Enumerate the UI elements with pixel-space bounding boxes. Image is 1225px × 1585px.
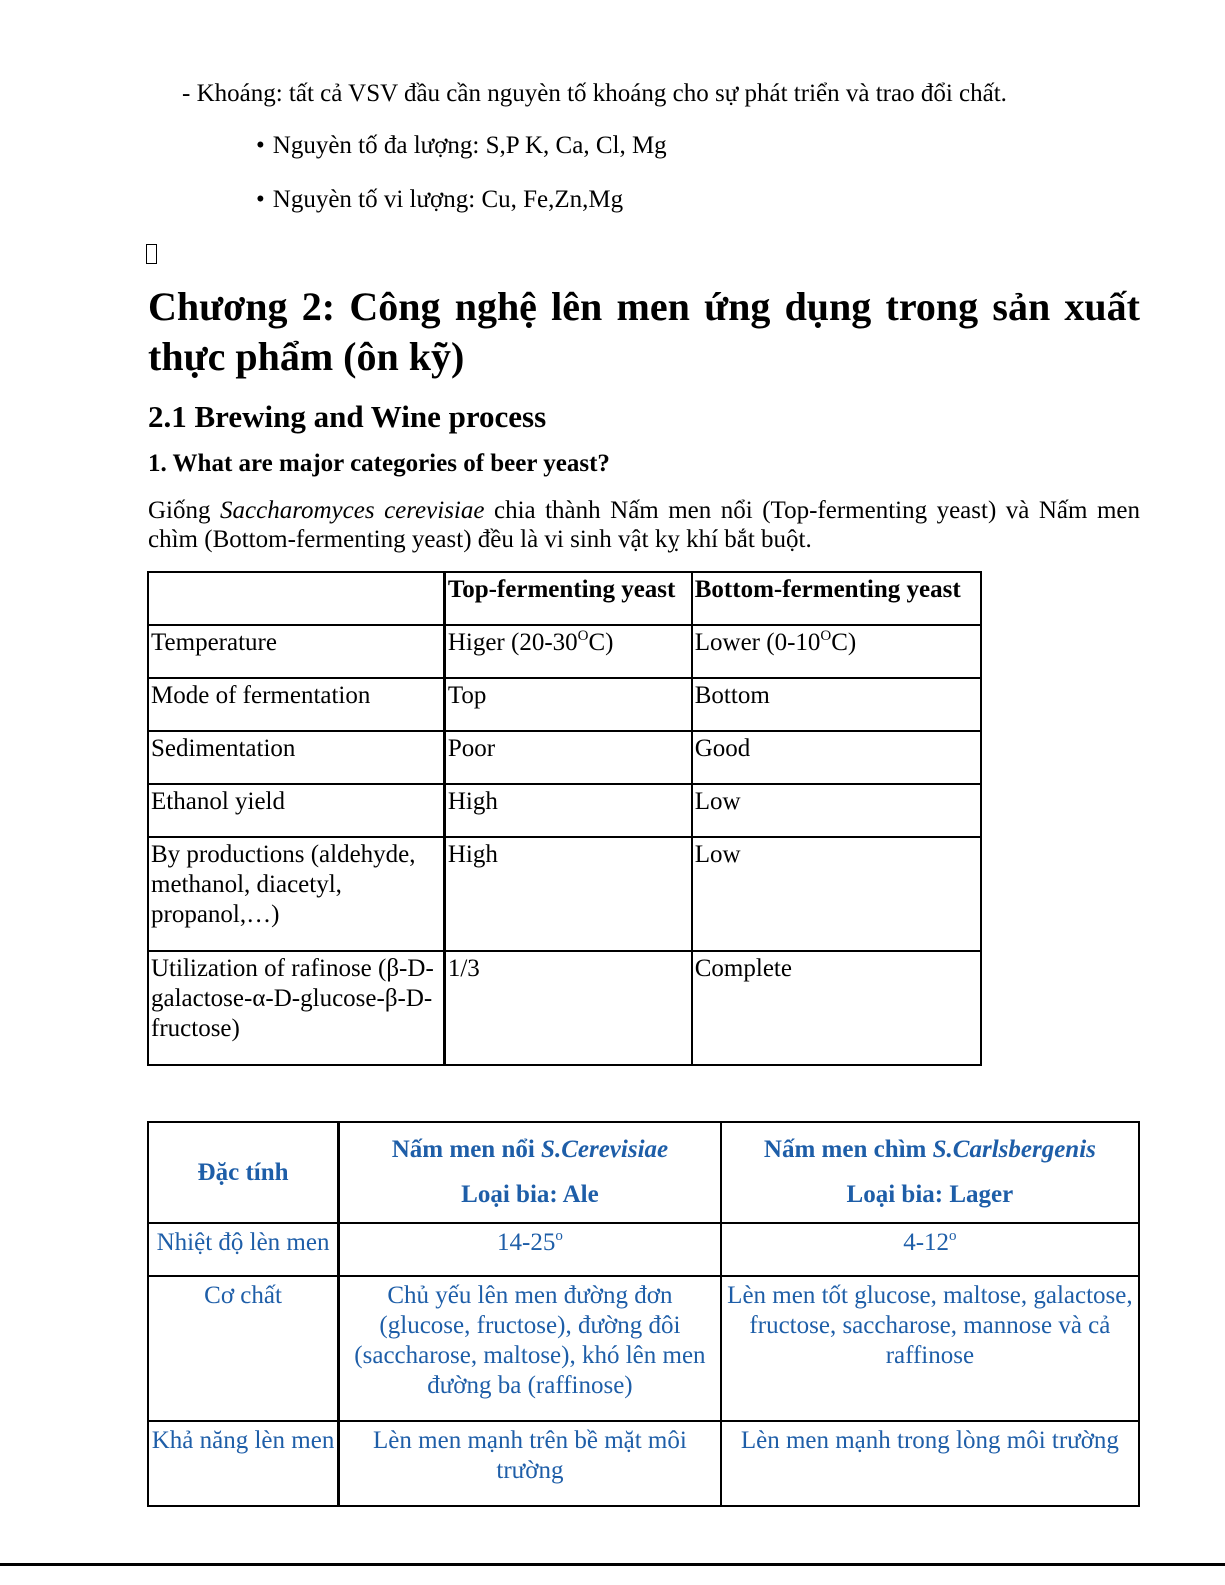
cell-ale-temp — [339, 1223, 721, 1276]
cell-ale: Lèn men mạnh trên bề mặt môi trường — [339, 1421, 721, 1506]
ale-yeast-species: S.Cerevisiae — [541, 1136, 669, 1163]
lager-yeast-name — [724, 1135, 1136, 1165]
row-label-fermentation-temp: Nhiệt độ lèn men — [148, 1223, 339, 1276]
page-bottom-rule — [0, 1563, 1225, 1566]
table-row — [148, 625, 981, 678]
row-label-temperature: Temperature — [148, 625, 444, 678]
ale-beer-type: Loại bia: Ale — [461, 1181, 599, 1208]
cell-bottom: Bottom — [692, 678, 981, 731]
lager-yeast-label: Nấm men chìm — [763, 1136, 933, 1163]
bullet-macro-elements: • Nguyèn tố đa lượng: S,P K, Ca, Cl, Mg — [256, 131, 667, 161]
minerals-intro: - Khoáng: tất cả VSV đầu cần nguyèn tố khoáng cho sự phát triển và trao đổi chất. — [182, 80, 1007, 107]
cell-lager: Lèn men tốt glucose, maltose, galactose, fructose, saccharose, mannose và cả raffinose — [721, 1276, 1139, 1421]
row-label: Sedimentation — [148, 731, 444, 784]
chapter-title: Chương 2: Công nghệ lên men ứng dụng trong sản xuất thực phẩm (ôn kỹ) — [148, 284, 1140, 379]
cell-bottom: Low — [692, 784, 981, 837]
ale-yeast-label: Nấm men nổi — [391, 1136, 542, 1163]
row-label: Ethanol yield — [148, 784, 444, 837]
species-name: Saccharomyces cerevisiae — [220, 497, 485, 524]
cell-ale: Chủ yếu lên men đường đơn (glucose, fructose), đường đôi (saccharose, maltose), khó lên men đường ba (raffinose) — [339, 1276, 721, 1421]
row-label: Khả năng lèn men — [148, 1421, 339, 1506]
header-top-fermenting: Top-fermenting yeast — [444, 572, 691, 625]
lager-yeast-species: S.Carlsbergenis — [932, 1136, 1096, 1163]
cell-lager: Lèn men mạnh trong lòng môi trường — [721, 1421, 1139, 1506]
section-title: 2.1 Brewing and Wine process — [148, 399, 547, 434]
table-row — [148, 1223, 1139, 1276]
lager-beer-type: Loại bia: Lager — [846, 1181, 1014, 1208]
temp-bottom-unit: C) — [831, 629, 857, 656]
cell-top: Poor — [444, 731, 691, 784]
table-row — [148, 1276, 1139, 1421]
temp-bottom-sup: O — [820, 628, 832, 644]
header-property: Đặc tính — [148, 1122, 339, 1223]
intro-paragraph — [148, 496, 1140, 554]
cell-bottom-temperature — [692, 625, 981, 678]
missing-glyph-box — [146, 244, 157, 264]
table-row — [148, 731, 981, 784]
temp-top-unit: C) — [588, 629, 614, 656]
cell-bottom: Complete — [692, 951, 981, 1065]
ale-temp-degree: o — [555, 1228, 563, 1244]
yeast-comparison-table-vi — [147, 1121, 1140, 1507]
temp-bottom-value: Lower (0-10 — [694, 629, 821, 656]
row-label: Cơ chất — [148, 1276, 339, 1421]
table-header-row — [148, 572, 981, 625]
paragraph-before: Giống — [148, 497, 220, 524]
row-label: Utilization of rafinose (β-D-galactose-α-D-glucose-β-D-fructose) — [148, 951, 444, 1065]
question-heading: 1. What are major categories of beer yeast? — [148, 450, 610, 477]
table-header-row — [148, 1122, 1139, 1223]
yeast-comparison-table-en — [147, 571, 982, 1066]
cell-top-temperature — [444, 625, 691, 678]
header-lager-yeast — [721, 1122, 1139, 1223]
lager-temp-degree: o — [949, 1228, 957, 1244]
cell-top: Top — [444, 678, 691, 731]
temp-top-value: Higer (20-30 — [447, 629, 578, 656]
lager-temp-value: 4-12 — [903, 1229, 950, 1256]
cell-top: High — [444, 784, 691, 837]
temp-top-sup: O — [577, 628, 589, 644]
table-row — [148, 837, 981, 951]
ale-yeast-name — [342, 1135, 718, 1165]
header-ale-yeast — [339, 1122, 721, 1223]
cell-top: High — [444, 837, 691, 951]
bullet-micro-elements: • Nguyèn tố vi lượng: Cu, Fe,Zn,Mg — [256, 185, 623, 215]
table-row — [148, 678, 981, 731]
table-row — [148, 1421, 1139, 1506]
row-label: Mode of fermentation — [148, 678, 444, 731]
cell-top: 1/3 — [444, 951, 691, 1065]
table-row — [148, 951, 981, 1065]
paragraph-after: chia thành Nấm men nổi (Top-fermenting yeast) và Nấm men chìm (Bottom-fermenting yeast) đều là vi sinh vật kỵ khí bắt buột. — [148, 497, 1141, 553]
header-bottom-fermenting: Bottom-fermenting yeast — [692, 572, 981, 625]
row-label: By productions (aldehyde, methanol, diacetyl, propanol,…) — [148, 837, 444, 951]
header-empty-cell — [148, 572, 444, 625]
table-row — [148, 784, 981, 837]
cell-bottom: Low — [692, 837, 981, 951]
cell-bottom: Good — [692, 731, 981, 784]
ale-temp-value: 14-25 — [497, 1229, 556, 1256]
cell-lager-temp — [721, 1223, 1139, 1276]
